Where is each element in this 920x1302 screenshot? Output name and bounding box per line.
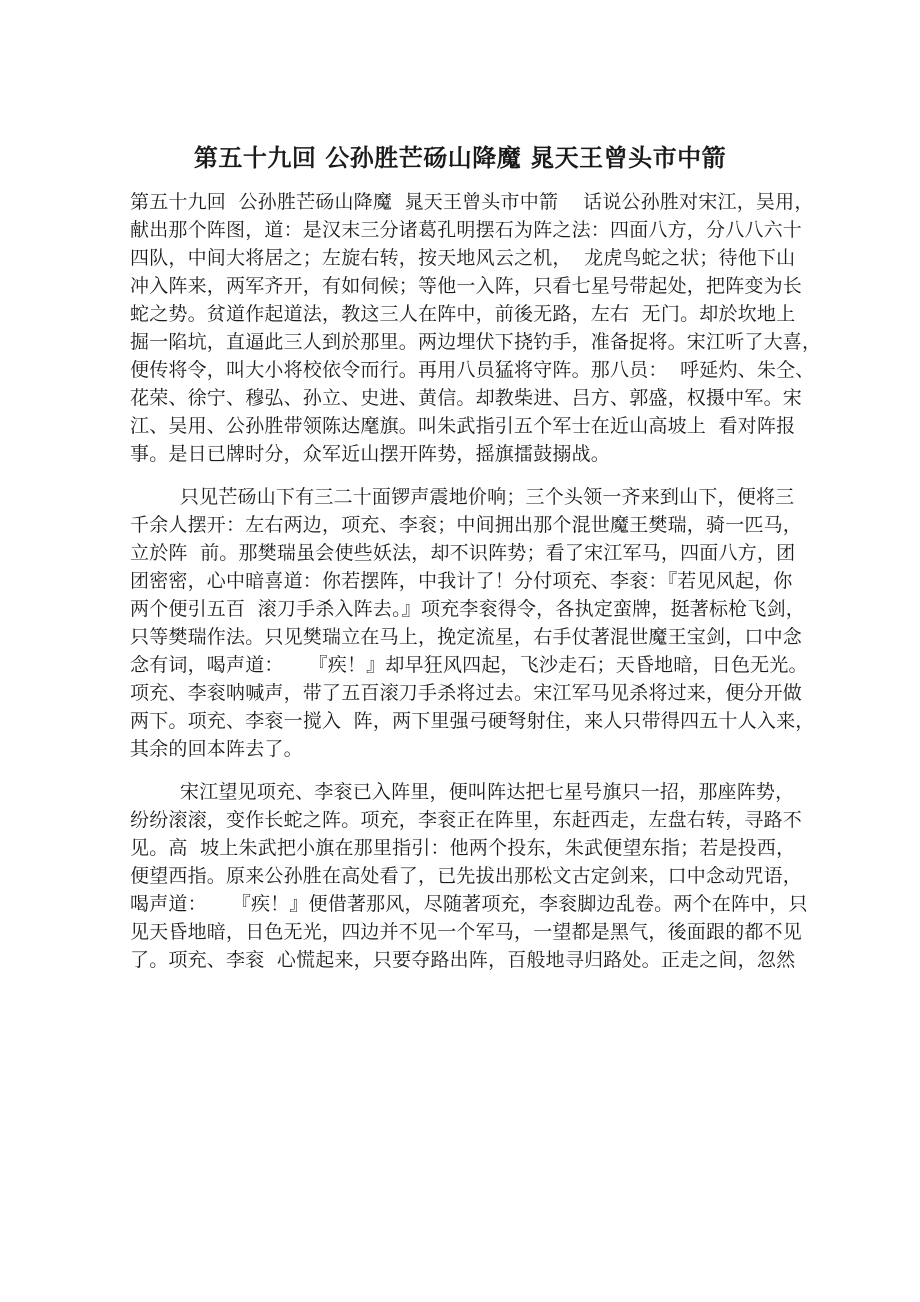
text-line: 念有词，喝声道： 『疾！』却早狂风四起，飞沙走石；天昏地暗，日色无光。: [130, 654, 808, 676]
text-line: 第五十九回 公孙胜芒砀山降魔 晁天王曾头市中箭 话说公孙胜对宋江，吴用，: [130, 191, 814, 213]
text-line: 了。项充、李衮 心慌起来，只要夺路出阵，百般地寻归路处。正走之间，忽然: [130, 949, 796, 971]
text-line: 冲入阵来，两军齐开，有如伺候；等他一入阵，只看七星号带起处，把阵变为长: [130, 275, 803, 297]
text-line: 千余人摆开：左右两边，项充、李衮；中间拥出那个混世魔王樊瑞，骑一匹马，: [130, 514, 803, 536]
paragraph-1: [130, 188, 822, 468]
text-line: 献出那个阵图，道：是汉末三分诸葛孔明摆石为阵之法：四面八方，分八八六十: [130, 219, 803, 241]
text-line: 蛇之势。贫道作起道法，教这三人在阵中，前後无路，左右 无门。却於坎地上: [130, 303, 796, 325]
paragraph-spacer: [130, 763, 790, 778]
text-line: 只等樊瑞作法。只见樊瑞立在马上，挽定流星，右手仗著混世魔王宝剑，口中念: [130, 626, 803, 648]
text-line: 项充、李衮呐喊声，带了五百滚刀手杀将过去。宋江军马见杀将过来，便分开做: [130, 682, 803, 704]
text-line: 立於阵 前。那樊瑞虽会使些妖法，却不识阵势；看了宋江军马，四面八方，团: [130, 542, 796, 564]
text-line: 只见芒砀山下有三二十面锣声震地价响；三个头领一齐来到山下，便将三: [130, 486, 795, 508]
text-line: 江、吴用、公孙胜带领陈达麾旗。叫朱武指引五个军士在近山高坡上 看对阵报: [130, 415, 796, 437]
chapter-title: 第五十九回 公孙胜芒砀山降魔 晁天王曾头市中箭: [193, 143, 727, 172]
text-line: 见。高 坡上朱武把小旗在那里指引：他两个投东，朱武便望东指；若是投西，: [130, 837, 796, 859]
text-line: 便传将令，叫大小将校依令而行。再用八员猛将守阵。那八员： 呼延灼、朱仝、: [130, 359, 815, 381]
text-line: 花荣、徐宁、穆弘、孙立、史进、黄信。却教柴进、吕方、郭盛，权摄中军。宋: [130, 387, 803, 409]
text-line: 两个便引五百 滚刀手杀入阵去。』项充李衮得令，各执定蛮牌，挺著标枪飞剑，: [130, 598, 805, 620]
text-line: 宋江望见项充、李衮已入阵里，便叫阵达把七星号旗只一招，那座阵势，: [130, 781, 795, 803]
text-line: 其余的回本阵去了。: [130, 738, 303, 760]
text-line: 掘一陷坑，直逼此三人到於那里。两边埋伏下挠钓手，准备捉将。宋江听了大喜，: [130, 331, 822, 353]
text-line: 喝声道： 『疾！』便借著那风，尽随著项充，李衮脚边乱卷。两个在阵中，只: [130, 893, 808, 915]
paragraph-2: [130, 483, 815, 763]
paragraph-3: [130, 778, 808, 974]
text-line: 团密密，心中暗喜道：你若摆阵，中我计了！分付项充、李衮：『若见风起，你: [130, 570, 793, 592]
paragraph-spacer: [130, 468, 790, 483]
text-line: 四队，中间大将居之；左旋右转，按天地风云之机， 龙虎鸟蛇之状；待他下山: [130, 247, 796, 269]
text-line: 两下。项充、李衮一搅入 阵，两下里强弓硬弩射住，来人只带得四五十人入来，: [130, 710, 815, 732]
text-line: 事。是日已牌时分，众军近山摆开阵势，摇旗擂鼓搦战。: [130, 443, 611, 465]
text-line: 见天昏地暗，日色无光，四边并不见一个军马，一望都是黑气，後面跟的都不见: [130, 921, 803, 943]
body-text: [130, 188, 822, 974]
text-line: 便望西指。原来公孙胜在高处看了，已先拔出那松文古定剑来，口中念动咒语，: [130, 865, 803, 887]
text-line: 纷纷滚滚，变作长蛇之阵。项充，李衮正在阵里，东赶西走，左盘右转，寻路不: [130, 809, 803, 831]
